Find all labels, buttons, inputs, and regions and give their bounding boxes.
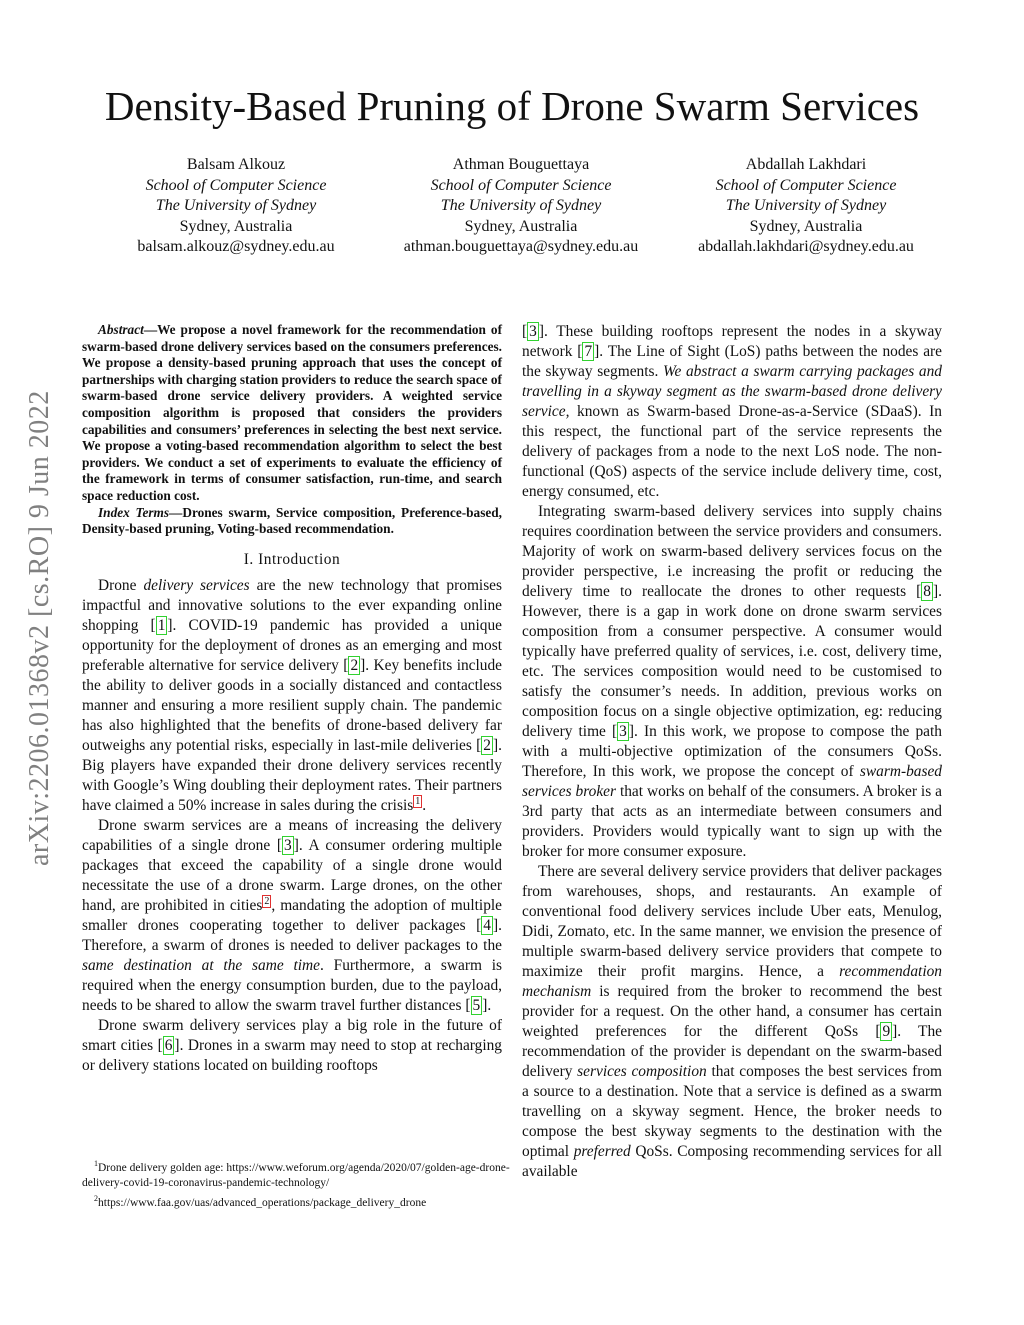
citation-link[interactable]: 9 <box>882 1023 891 1040</box>
left-column <box>82 322 502 1076</box>
abstract-text: —We propose a novel framework for the recommendation of swarm-based drone delivery services based on the consumers preferences. We propose a density-based pruning approach that uses the concept of partnerships with charging station providers to reduce the search space of swarm-based drone service delivery providers. A weighted service composition algorithm is proposed that considers the providers capabilities and consumers’ preferences in selecting the best next service. We propose a voting-based recommendation algorithm to select the best providers. We conduct a set of experiments to evaluate the efficiency of the framework in terms of consumer satisfaction, run-time, and search space reduction cost. <box>82 322 502 503</box>
citation-link[interactable]: 6 <box>164 1036 173 1054</box>
author-location: Sydney, Australia <box>464 217 578 235</box>
intro-paragraph-4: [ 3 ]. These building rooftops represent the nodes in a skyway network [ 7 ]. The Line of Sight (LoS) paths between the nodes are the skyway segments. We abstract a swarm carrying packages and travelling in a skyway segment as the swarm-based drone delivery service, known as Swarm-based Drone-as-a-Service (SDaaS). In this respect, the functional part of the service represents the delivery of packages from a node to the next LoS node. The non-functional (QoS) aspects of the service include delivery time, cost, energy consumed, etc. <box>522 323 943 500</box>
paper-title: Density-Based Pruning of Drone Swarm Services <box>104 83 920 129</box>
author-location: Sydney, Australia <box>179 217 293 235</box>
citation-link[interactable]: 2 <box>350 656 359 674</box>
section-heading: I. Introduction <box>243 550 341 568</box>
footnote-1 <box>82 1156 522 1191</box>
citation-link[interactable]: 2 <box>483 736 491 754</box>
author-name: Athman Bouguettaya <box>452 156 590 173</box>
author-email[interactable]: abdallah.lakhdari@sydney.edu.au <box>698 238 914 256</box>
footnote-text[interactable]: https://www.faa.gov/uas/advanced_operations/package_delivery_drone <box>98 1196 427 1209</box>
author-email[interactable]: balsam.alkouz@sydney.edu.au <box>137 238 335 256</box>
author-school: School of Computer Science <box>430 176 612 194</box>
author-1 <box>96 155 376 258</box>
author-university: The University of Sydney <box>725 197 887 215</box>
author-2 <box>381 155 661 258</box>
intro-paragraph-5: Integrating swarm-based delivery services into supply chains requires coordination between the service providers and consumers. Majority of work on swarm-based delivery services focus on the provider perspective, i.e increasing the profit or reducing the delivery time to reallocate the drones to other requests [ 8 ]. However, there is a gap in work done on drone swarm services composition from a consumer perspective. A consumer would typically have preferred quality of services, i.e. cost, delivery time, etc. The services composition would need to be customised to satisfy the consumer’s needs. In addition, previous works on composition focus on a single objective optimization, eg: reducing delivery time [ 3 ]. In this work, we propose to compose the path with a multi-objective optimization of the consumers QoSs. Therefore, In this work, we propose the concept of swarm-based services broker that works on behalf of the consumers. A broker is a 3rd party that acts as an intermediate between consumers and providers. Providers would typically want to sign up with the broker for more consumer exposure. <box>522 503 942 860</box>
footnote-2 <box>82 1191 522 1211</box>
index-terms-text: —Drones swarm, Service composition, Preference-based, Density-based pruning, Voting-based recommendation. <box>82 504 502 537</box>
index-terms <box>82 505 502 538</box>
footnote-link[interactable]: 2 <box>264 895 270 907</box>
citation-link[interactable]: 3 <box>529 323 537 340</box>
author-block <box>96 155 946 258</box>
abstract <box>82 322 502 505</box>
citation-link[interactable]: 1 <box>157 616 166 634</box>
author-name: Abdallah Lakhdari <box>745 156 867 173</box>
right-column <box>522 322 942 1182</box>
intro-paragraph-2: Drone swarm services are a means of increasing the delivery capabilities of a single drone [ 3 ]. A consumer ordering multiple packages that exceed the capability of a single drone would necessitate the use of a drone swarm. Large drones, on the other hand, are prohibited in cities $^2$ , mandating the adoption of multiple smaller drones cooperating together to deliver packages [ 4 ]. Therefore, a swarm of drones is needed to deliver packages to the same destination at the same time. Furthermore, a swarm is required when the energy consumption burden, due to the payload, needs to be shared to allow the swarm travel further distances [ 5 ]. <box>82 816 502 1014</box>
citation-link[interactable]: 7 <box>584 343 593 360</box>
arxiv-identifier: arXiv:2206.01368v2 [cs.RO] 9 Jun 2022 <box>24 390 55 866</box>
index-terms-label: Index Terms <box>98 504 170 520</box>
author-school: School of Computer Science <box>715 176 897 194</box>
author-email[interactable]: athman.bouguettaya@sydney.edu.au <box>403 238 639 256</box>
author-location: Sydney, Australia <box>749 217 863 235</box>
author-name: Balsam Alkouz <box>186 156 286 173</box>
footnote-link[interactable]: 1 <box>415 795 421 807</box>
intro-paragraph-6: There are several delivery service providers that deliver packages from warehouses, shops, and restaurants. An example of conventional food delivery services include Uber eats, Menulog, Didi, Zomato, etc. In the same manner, we envision the presence of multiple swarm-based delivery service providers that compete to maximize their profit margins. Hence, a recommendation mechanism is required from the broker to recommend the best provider for a request. On the other hand, a consumer has certain weighted preferences for the different QoSs [ 9 ]. The recommendation of the provider is dependant on the swarm-based delivery services composition that composes the best services from a source to a destination. Note that a service is defined as a swarm travelling on a skyway segment. Hence, the broker needs to compose the best skyway segments to the destination with the optimal preferred QoSs. Composing recommending services for all available <box>522 863 943 1180</box>
author-3 <box>666 155 946 258</box>
footnote-text[interactable]: Drone delivery golden age: https://www.weforum.org/agenda/2020/07/golden-age-drone-delivery-covid-19-coronavirus-pandemic-technology/ <box>82 1161 510 1189</box>
footnotes <box>82 1156 522 1211</box>
citation-link[interactable]: 4 <box>483 916 491 934</box>
author-university: The University of Sydney <box>155 197 317 215</box>
citation-link[interactable]: 5 <box>472 996 481 1014</box>
intro-paragraph-1: Drone delivery services are the new technology that promises impactful and innovative solutions to the ever expanding online shopping [ 1 ]. COVID-19 pandemic has provided a unique opportunity for the deployment of drones as an emerging and most preferable alternative for service delivery [ 2 ]. Key benefits include the ability to deliver goods in a socially distanced and contactless manner and ensuring a more resilient supply chain. The pandemic has also highlighted that the benefits of drone-based delivery far outweighs any potential risks, especially in last-mile deliveries [ 2 ]. Big players have expanded their drone delivery services recently with Google’s Wing doubling their deployment rates. Their partners have claimed a 50% increase in sales during the crisis $^1$ . <box>82 576 503 814</box>
author-university: The University of Sydney <box>440 197 602 215</box>
citation-link[interactable]: 3 <box>283 836 292 854</box>
footnote-number: 1 <box>94 1159 98 1168</box>
citation-link[interactable]: 8 <box>923 583 931 600</box>
author-school: School of Computer Science <box>145 176 327 194</box>
intro-paragraph-3: Drone swarm delivery services play a big role in the future of smart cities [ 6 ]. Drones in a swarm may need to stop at recharging or delivery stations located on building rooftops <box>82 1016 502 1074</box>
footnote-number: 2 <box>94 1193 98 1203</box>
citation-link[interactable]: 3 <box>619 723 627 740</box>
abstract-label: Abstract <box>98 322 144 337</box>
